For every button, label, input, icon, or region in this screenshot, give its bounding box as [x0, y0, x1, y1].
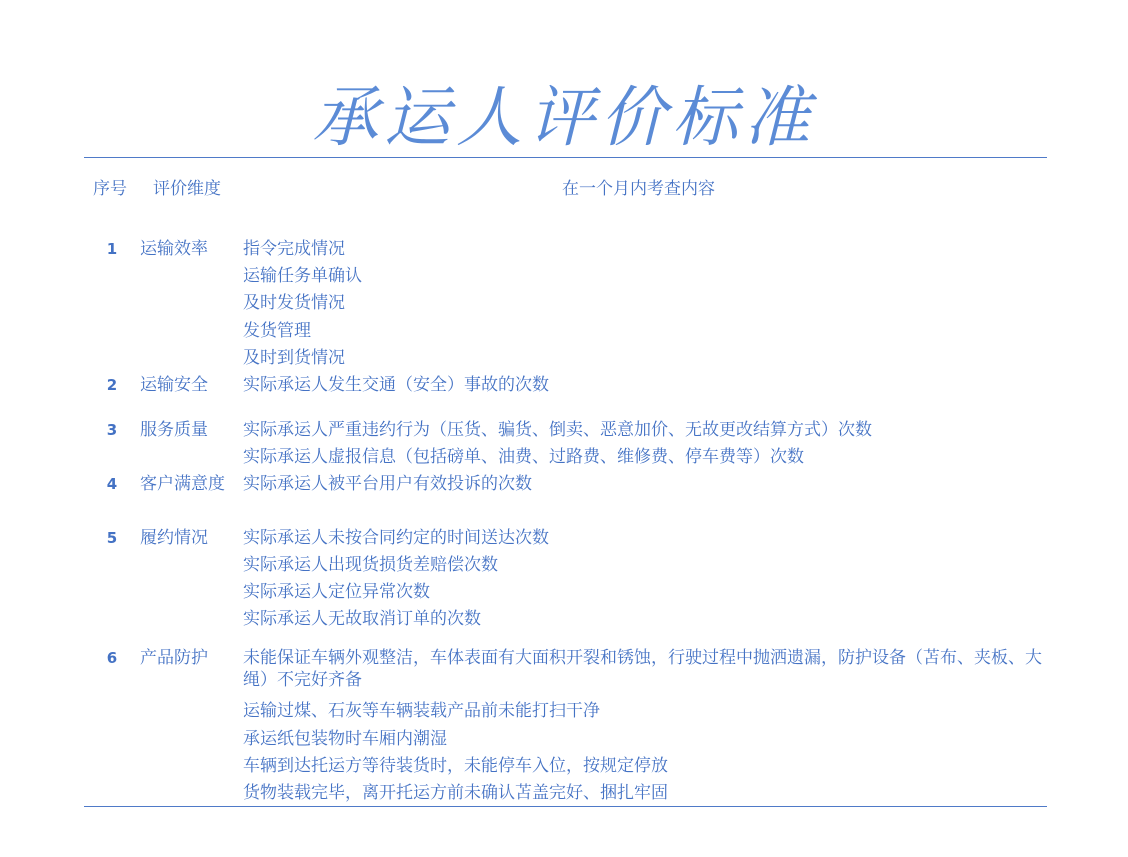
header-serial-number: 序号 [93, 179, 127, 199]
criterion-item: 及时发货情况 [243, 293, 345, 313]
header-dimension: 评价维度 [153, 179, 221, 199]
page-title: 承运人评价标准 [312, 79, 816, 156]
row-number: 6 [106, 649, 118, 667]
criterion-item: 运输过煤、石灰等车辆装载产品前未能打扫干净 [243, 701, 600, 721]
criterion-item: 及时到货情况 [243, 348, 345, 368]
row-dimension: 产品防护 [140, 648, 208, 668]
criterion-item: 指令完成情况 [243, 239, 345, 259]
criterion-item: 实际承运人虚报信息（包括磅单、油费、过路费、维修费、停车费等）次数 [243, 447, 804, 467]
row-number: 4 [106, 475, 118, 493]
row-dimension: 服务质量 [140, 420, 208, 440]
row-number: 5 [106, 529, 118, 547]
criterion-item: 实际承运人未按合同约定的时间送达次数 [243, 528, 549, 548]
row-dimension: 运输安全 [140, 375, 208, 395]
row-number: 3 [106, 421, 118, 439]
row-dimension: 履约情况 [140, 528, 208, 548]
criterion-item: 货物装载完毕，离开托运方前未确认苫盖完好、捆扎牢固 [243, 783, 668, 803]
criterion-item: 实际承运人出现货损货差赔偿次数 [243, 555, 498, 575]
criterion-item: 实际承运人被平台用户有效投诉的次数 [243, 474, 532, 494]
row-number: 1 [106, 240, 118, 258]
top-divider [84, 157, 1047, 158]
row-number: 2 [106, 376, 118, 394]
criterion-item: 实际承运人定位异常次数 [243, 582, 430, 602]
bottom-divider [84, 806, 1047, 807]
criterion-item: 车辆到达托运方等待装货时，未能停车入位，按规定停放 [243, 756, 668, 776]
criterion-item: 实际承运人严重违约行为（压货、骗货、倒卖、恶意加价、无故更改结算方式）次数 [243, 420, 872, 440]
row-dimension: 运输效率 [140, 239, 208, 259]
row-dimension: 客户满意度 [140, 474, 225, 494]
criterion-item: 运输任务单确认 [243, 266, 362, 286]
criterion-item: 实际承运人发生交通（安全）事故的次数 [243, 375, 549, 395]
criterion-item: 承运纸包装物时车厢内潮湿 [243, 729, 447, 749]
criterion-item: 发货管理 [243, 321, 311, 341]
criterion-item: 实际承运人无故取消订单的次数 [243, 609, 481, 629]
criterion-item: 未能保证车辆外观整洁，车体表面有大面积开裂和锈蚀，行驶过程中抛洒遗漏，防护设备（苫布、夹板、大绳）不完好齐备 [243, 648, 1042, 690]
header-content: 在一个月内考查内容 [562, 179, 715, 199]
